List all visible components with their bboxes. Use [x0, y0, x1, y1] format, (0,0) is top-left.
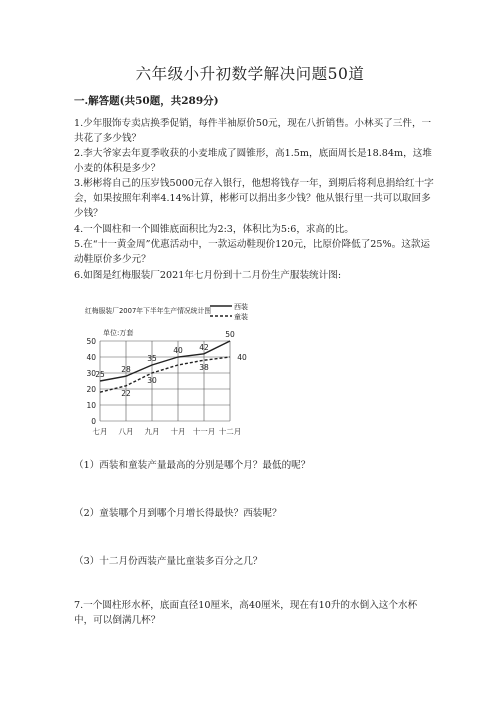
subquestion-3: （3）十二月份西装产量比童装多百分之几？	[74, 556, 263, 567]
page-title: 六年级小升初数学解决问题50道	[135, 65, 365, 83]
question-1: 1.少年服饰专卖店换季促销，每件半袖原价50元，现在八折销售。小林买了三件，一共花了多少钱？	[74, 118, 432, 145]
data-label: 40	[237, 353, 247, 362]
x-tick-label: 九月	[144, 427, 160, 436]
data-label: 30	[147, 376, 157, 385]
x-tick-label: 十月	[170, 427, 186, 436]
x-tick-label: 十一月	[192, 427, 216, 436]
chart-unit-label: 单位:万套	[103, 329, 134, 337]
data-label: 42	[199, 342, 209, 352]
question-2: 2.李大爷家去年夏季收获的小麦堆成了圆锥形，高1.5m，底面周长是18.84m，这堆小麦的体积是多少？	[74, 148, 432, 175]
y-tick-label: 10	[86, 401, 96, 410]
data-label: 25	[95, 370, 105, 379]
series-line-kidswear	[100, 357, 230, 392]
y-tick-label: 30	[86, 369, 96, 378]
data-label: 35	[147, 354, 157, 363]
x-tick-label: 七月	[92, 427, 108, 436]
question-3: 3.彬彬将自己的压岁钱5000元存入银行，他想将钱存一年，到期后将利息捐给红十字会，如果按照年利率4.14%计算，彬彬可以捐出多少钱？他从银行里一共可以取回多少钱？	[74, 178, 434, 220]
y-tick-label: 50	[86, 337, 96, 346]
x-tick-label: 十二月	[218, 427, 242, 436]
line-chart	[70, 301, 248, 438]
question-5: 5.在“十一黄金周”优惠活动中，一款运动鞋现价120元，比原价降低了25%。这款运动鞋原价多少元？	[74, 239, 431, 266]
data-label: 40	[173, 346, 183, 355]
data-label: 38	[199, 363, 209, 373]
data-label: 22	[121, 388, 131, 398]
data-label: 28	[121, 365, 131, 375]
section-heading: 一.解答题(共50题，共289分)	[74, 95, 219, 107]
subquestion-1: （1）西装和童装产量最高的分别是哪个月？最低的呢？	[74, 460, 311, 471]
legend-label: 西装	[234, 303, 248, 311]
data-label: 50	[225, 330, 235, 339]
y-tick-label: 0	[91, 417, 96, 426]
legend-label: 童装	[234, 313, 248, 321]
y-tick-label: 20	[86, 385, 96, 394]
question-4: 4.一个圆柱和一个圆锥底面积比为2:3，体积比为5:6，求高的比。	[74, 224, 354, 235]
y-tick-label: 40	[86, 353, 96, 362]
question-6: 6.如图是红梅服装厂2021年七月份到十二月份生产服装统计图:	[74, 270, 342, 281]
subquestion-2: （2）童装哪个月到哪个月增长得最快？西装呢？	[74, 508, 282, 519]
x-tick-label: 八月	[118, 427, 134, 436]
series-line-suits	[100, 341, 230, 381]
question-7: 7.一个圆柱形水杯，底面直径10厘米，高40厘米，现在有10升的水倒入这个水杯中，可以倒满几杯？	[74, 600, 418, 627]
chart-title: 红梅服装厂2007年下半年生产情况统计图	[85, 307, 212, 315]
